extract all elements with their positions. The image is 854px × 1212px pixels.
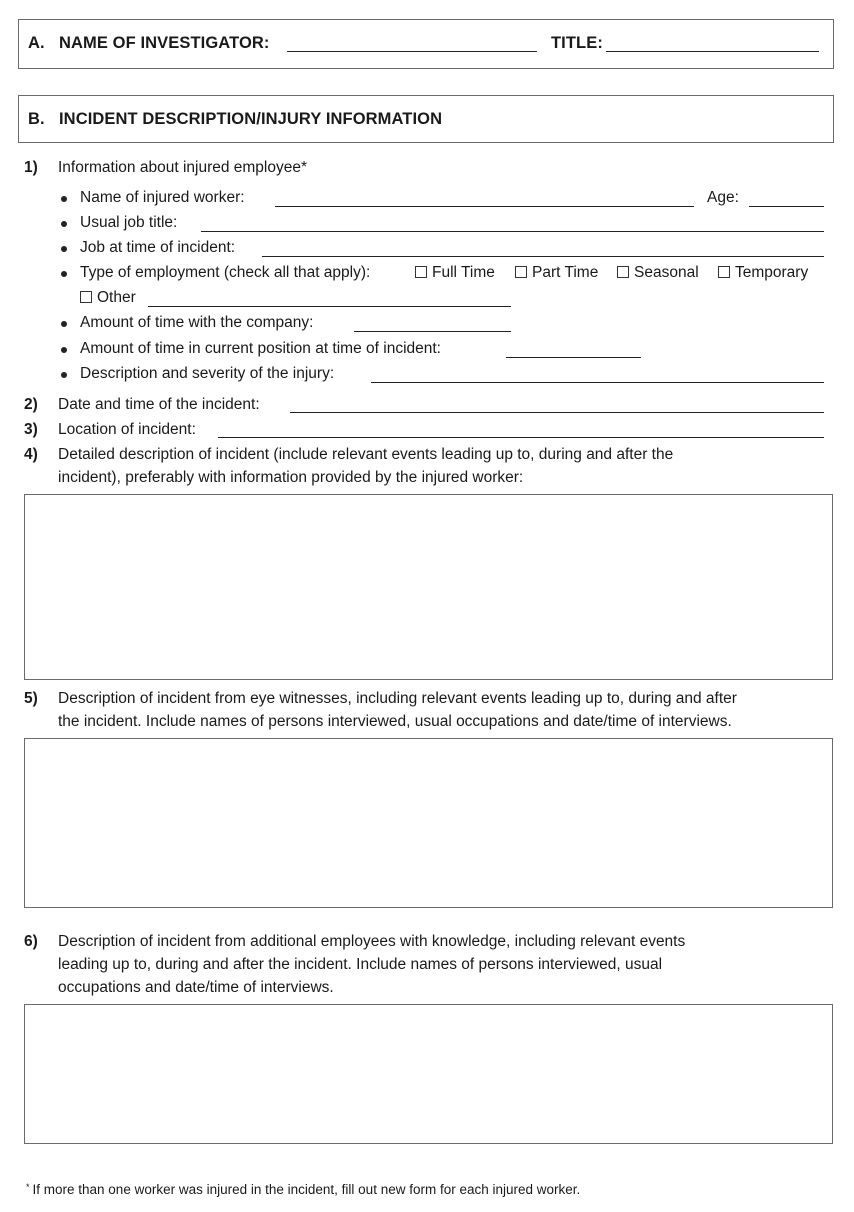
injured-worker-name-label: Name of injured worker: (80, 189, 245, 206)
employment-type-label: Type of employment (check all that apply): (80, 264, 371, 281)
bullet (61, 372, 67, 378)
checkbox-icon (515, 266, 527, 278)
footnote (26, 1182, 580, 1197)
question-5-text-line-2: the incident. Include names of persons interviewed, usual occupations and date/time of interviews. (58, 713, 732, 730)
additional-employees-textarea[interactable] (24, 1004, 833, 1144)
question-1-number: 1) (24, 159, 38, 176)
question-5-text-line-1: Description of incident from eye witnesses, including relevant events leading up to, during and after (58, 690, 737, 707)
question-4-text-line-1: Detailed description of incident (include relevant events leading up to, during and after the (58, 446, 674, 463)
bullet (61, 246, 67, 252)
bullet (61, 196, 67, 202)
other-employment-field[interactable] (148, 306, 511, 307)
checkbox-seasonal[interactable]: Seasonal (615, 264, 699, 282)
usual-job-title-field[interactable] (201, 231, 824, 232)
question-3-text: Location of incident: (58, 421, 196, 438)
time-with-company-field[interactable] (354, 331, 511, 332)
question-4-text-line-2: incident), preferably with information provided by the injured worker: (58, 469, 524, 486)
investigator-name-field[interactable] (287, 51, 537, 52)
investigator-name-label: NAME OF INVESTIGATOR: (59, 34, 270, 52)
bullet (61, 221, 67, 227)
checkbox-other[interactable]: Other (78, 289, 136, 307)
checkbox-icon (718, 266, 730, 278)
footnote-text: If more than one worker was injured in the incident, fill out new form for each injured worker. (32, 1182, 581, 1197)
question-2-text: Date and time of the incident: (58, 396, 260, 413)
age-field[interactable] (749, 206, 824, 207)
checkbox-full-time[interactable]: Full Time (413, 264, 495, 282)
bullet (61, 271, 67, 277)
question-4-number: 4) (24, 446, 38, 463)
section-a-label: A. (28, 34, 45, 52)
question-3-number: 3) (24, 421, 38, 438)
question-1-text: Information about injured employee* (58, 159, 308, 176)
section-b-label: B. (28, 110, 45, 128)
investigator-title-label: TITLE: (551, 34, 603, 52)
question-5-number: 5) (24, 690, 38, 707)
checkbox-icon (415, 266, 427, 278)
injury-description-label: Description and severity of the injury: (80, 365, 335, 382)
checkbox-icon (617, 266, 629, 278)
injured-worker-name-field[interactable] (275, 206, 694, 207)
checkbox-icon (80, 291, 92, 303)
time-with-company-label: Amount of time with the company: (80, 314, 314, 331)
job-at-time-label: Job at time of incident: (80, 239, 236, 256)
injury-description-field[interactable] (371, 382, 824, 383)
question-6-text-line-3: occupations and date/time of interviews. (58, 979, 334, 996)
question-2-number: 2) (24, 396, 38, 413)
section-b-title: INCIDENT DESCRIPTION/INJURY INFORMATION (59, 110, 443, 128)
incident-location-field[interactable] (218, 437, 824, 438)
usual-job-title-label: Usual job title: (80, 214, 178, 231)
bullet (61, 347, 67, 353)
time-in-position-label: Amount of time in current position at time of incident: (80, 340, 441, 357)
checkbox-part-time[interactable]: Part Time (513, 264, 598, 282)
incident-description-textarea[interactable] (24, 494, 833, 680)
checkbox-temporary[interactable]: Temporary (716, 264, 808, 282)
question-6-text-line-1: Description of incident from additional employees with knowledge, including relevant events (58, 933, 686, 950)
question-6-number: 6) (24, 933, 38, 950)
time-in-position-field[interactable] (506, 357, 641, 358)
bullet (61, 321, 67, 327)
question-6-text-line-2: leading up to, during and after the incident. Include names of persons interviewed, usual (58, 956, 663, 973)
age-label: Age: (707, 189, 739, 206)
investigator-title-field[interactable] (606, 51, 819, 52)
eye-witness-textarea[interactable] (24, 738, 833, 908)
job-at-time-field[interactable] (262, 256, 824, 257)
incident-datetime-field[interactable] (290, 412, 824, 413)
footnote-mark: * (26, 1182, 30, 1192)
